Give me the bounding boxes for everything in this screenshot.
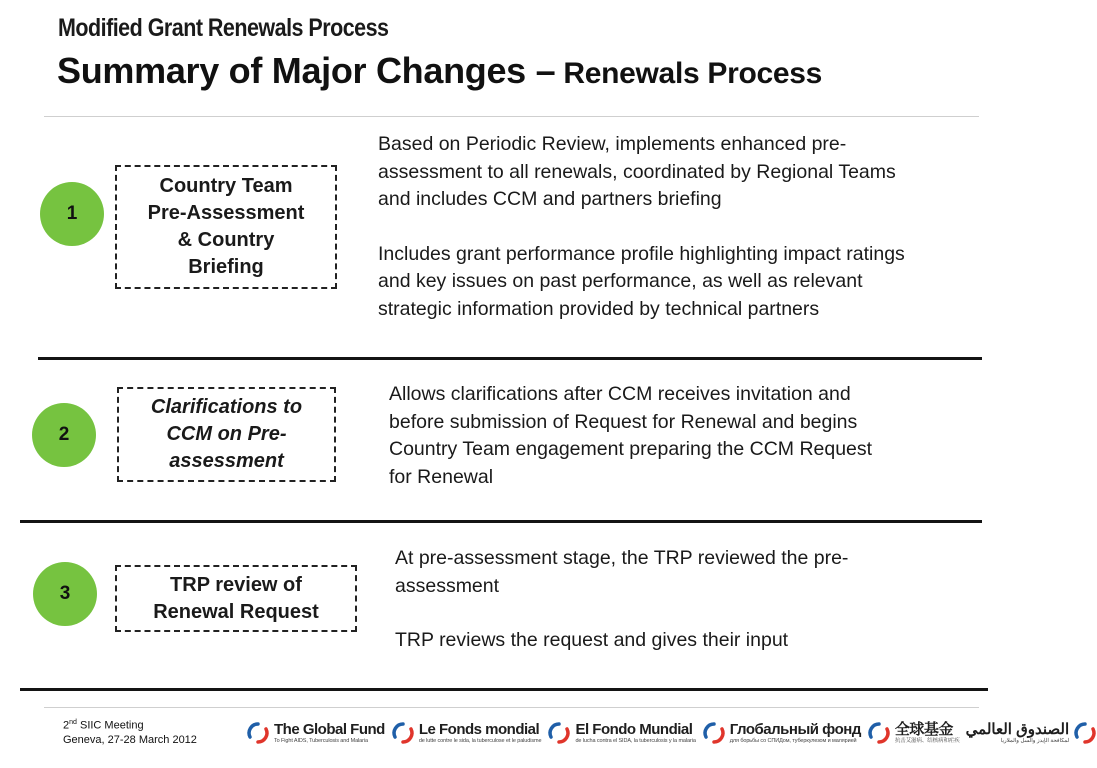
logo-arabic <box>966 721 1097 745</box>
meeting-title <box>63 716 197 733</box>
global-fund-logo-strip <box>246 716 1097 750</box>
meeting-ordinal: nd <box>69 719 77 726</box>
title-main: Summary of Major Changes – <box>57 50 556 91</box>
step-1-description <box>378 131 1008 323</box>
step-1-label-box <box>115 165 337 289</box>
meeting-place-date: Geneva, 27-28 March 2012 <box>63 733 197 746</box>
step-divider-2 <box>20 520 982 523</box>
header-divider <box>44 116 979 117</box>
step-2-label-box <box>117 387 336 482</box>
step-divider-3 <box>20 688 988 691</box>
step-2-number-badge: 2 <box>32 403 96 467</box>
title-subtitle: Renewals Process <box>555 57 823 90</box>
global-fund-swirl-icon <box>547 721 571 745</box>
logo-english <box>246 721 385 745</box>
global-fund-swirl-icon <box>1073 721 1097 745</box>
logo-name-spanish: El Fondo Mundial <box>575 720 693 738</box>
logo-spanish <box>547 721 695 745</box>
step-1-paragraph-1: Based on Periodic Review, implements enhanced pre- assessment to all renewals, coordinated by Regional Teams and includes CCM and partners briefing <box>378 133 896 210</box>
step-divider-1 <box>38 357 982 360</box>
global-fund-swirl-icon <box>702 721 726 745</box>
step-1-number-badge: 1 <box>40 182 104 246</box>
logo-name-arabic: الصندوق العالمي <box>965 720 1070 738</box>
logo-french <box>391 721 542 745</box>
meeting-number: 2 <box>63 719 70 732</box>
step-2-description <box>389 381 1009 491</box>
step-2-paragraph-1: Allows clarifications after CCM receives invitation and before submission of Request for Renewal and begins Country Team engagement preparing the CCM Request for Renewal <box>389 383 873 488</box>
step-3-description <box>395 545 1010 655</box>
logo-name-chinese: 全球基金 <box>894 720 953 738</box>
logo-name-english: The Global Fund <box>274 720 385 738</box>
section-kicker: Modified Grant Renewals Process <box>58 14 389 42</box>
logo-name-russian: Глобальный фонд <box>729 720 861 738</box>
logo-tagline-spanish: de lucha contra el SIDA, la tuberculosis y la malaria <box>575 737 696 744</box>
step-3-paragraph-1: At pre-assessment stage, the TRP reviewed the pre- assessment <box>395 547 849 597</box>
step-3-label-box <box>115 565 357 632</box>
global-fund-swirl-icon <box>391 721 415 745</box>
step-3-label: TRP review of Renewal Request <box>153 573 319 623</box>
global-fund-swirl-icon <box>867 721 891 745</box>
step-2-label: Clarifications to CCM on Pre- assessment <box>150 396 303 472</box>
step-1-label: Country Team Pre-Assessment & Country Briefing <box>147 175 305 278</box>
slide-title <box>57 50 822 92</box>
meeting-name: SIIC Meeting <box>76 719 144 732</box>
logo-tagline-french: de lutte contre le sida, la tuberculose et le paludisme <box>418 737 542 744</box>
global-fund-swirl-icon <box>246 721 270 745</box>
logo-tagline-chinese: 抗击艾滋病、结核病和疟疾 <box>894 737 960 744</box>
footer-meeting-info <box>63 716 197 747</box>
logo-russian <box>702 721 861 745</box>
logo-tagline-english: To Fight AIDS, Tuberculosis and Malaria <box>274 737 368 744</box>
step-3-number-badge: 3 <box>33 562 97 626</box>
step-1-paragraph-2: Includes grant performance profile highlighting impact ratings and key issues on past performance, as well as relevant strategic information provided by technical partners <box>378 242 905 320</box>
logo-name-french: Le Fonds mondial <box>418 720 540 738</box>
logo-tagline-arabic: لمكافحة الإيدز والسل والملاريا <box>1000 737 1070 744</box>
logo-tagline-russian: для борьбы со СПИДом, туберкулезом и малярией <box>729 737 857 744</box>
footer-divider <box>44 707 979 708</box>
logo-chinese <box>867 721 960 745</box>
step-3-paragraph-2: TRP reviews the request and gives their input <box>395 629 789 651</box>
